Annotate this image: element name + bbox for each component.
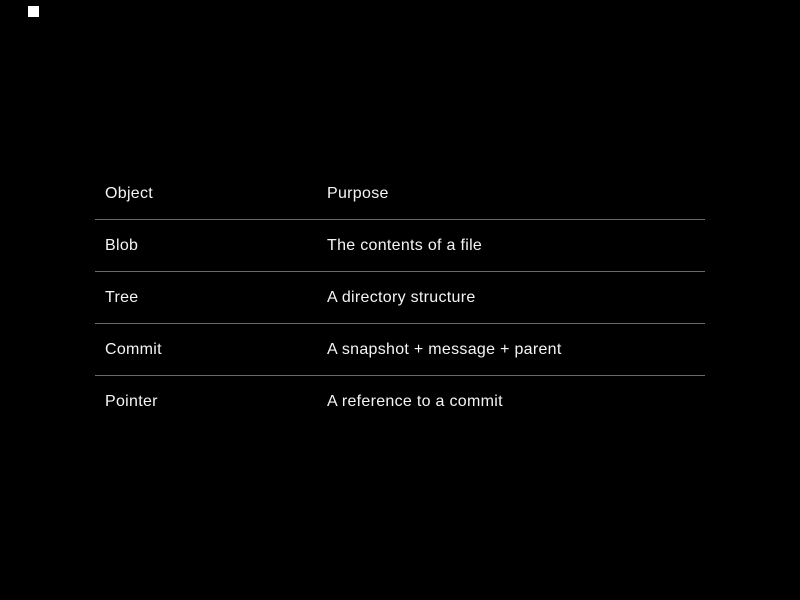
purpose-cell: The contents of a file [327, 236, 483, 254]
block-cursor-icon [28, 6, 39, 17]
table-header-row [95, 168, 705, 220]
table-row [95, 272, 705, 324]
purpose-cell: A directory structure [327, 288, 476, 306]
table-row [95, 324, 705, 376]
object-cell: Pointer [105, 393, 158, 410]
object-cell: Commit [105, 340, 162, 358]
table-row [95, 376, 705, 428]
column-header-object: Object [105, 184, 154, 202]
purpose-cell: A snapshot + message + parent [327, 340, 562, 358]
table-row [95, 220, 705, 272]
git-objects-table [95, 168, 705, 428]
object-cell: Tree [105, 288, 139, 306]
column-header-purpose: Purpose [327, 184, 389, 202]
object-cell: Blob [105, 236, 139, 254]
purpose-cell: A reference to a commit [327, 393, 503, 410]
